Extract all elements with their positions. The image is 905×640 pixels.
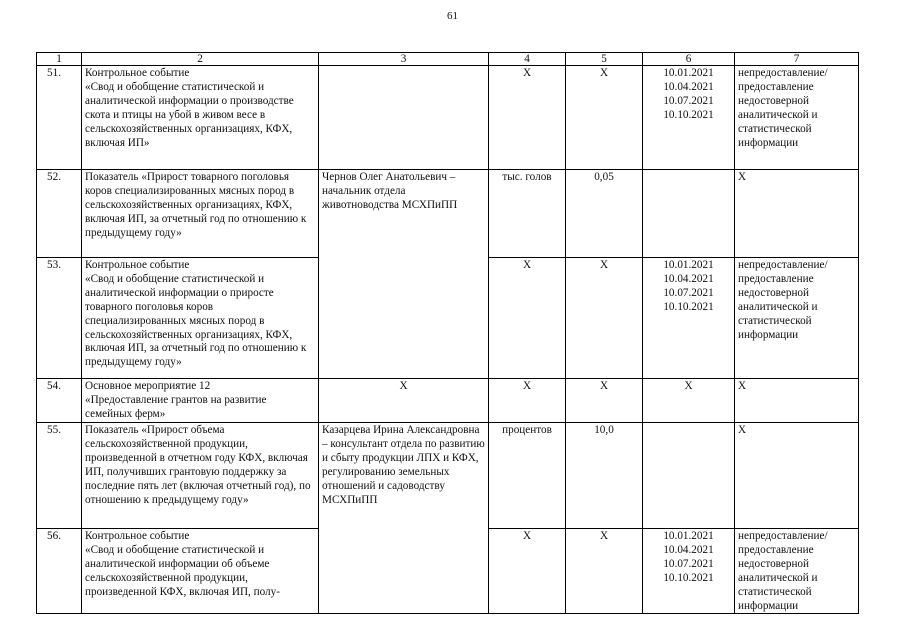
row-risk: Х — [735, 170, 859, 258]
row-number: 53. — [37, 258, 82, 379]
row-value: 10,0 — [566, 423, 643, 529]
header-cell: 2 — [82, 53, 319, 66]
row-unit: Х — [489, 66, 566, 170]
row-risk: непредоставление/ предоставление недостоверной аналитической и статистической информации — [735, 66, 859, 170]
row-dates — [643, 423, 735, 529]
row-unit: Х — [489, 529, 566, 614]
table-row — [37, 423, 859, 529]
row-responsible: Чернов Олег Анатольевич – начальник отдела животноводства МСХПиПП — [319, 170, 489, 379]
table-row — [37, 379, 859, 423]
row-description: Показатель «Прирост товарного поголовья коров специализированных мясных пород в сельскохозяйственных организациях, КФХ, включая ИП, за отчетный год по отношению к предыдущему году» — [82, 170, 319, 258]
page-number: 61 — [447, 10, 458, 22]
row-dates: 10.01.2021 10.04.2021 10.07.2021 10.10.2021 — [643, 66, 735, 170]
row-dates: 10.01.2021 10.04.2021 10.07.2021 10.10.2021 — [643, 529, 735, 614]
row-number: 54. — [37, 379, 82, 423]
row-value: Х — [566, 529, 643, 614]
row-risk: Х — [735, 423, 859, 529]
row-value: Х — [566, 379, 643, 423]
row-risk: непредоставление/ предоставление недостоверной аналитической и статистической информации — [735, 258, 859, 379]
row-description: Контрольное событие «Свод и обобщение статистической и аналитической информации о производстве скота и птицы на убой в живом весе в сельскохозяйственных организациях, КФХ, включая ИП» — [82, 66, 319, 170]
row-risk: непредоставление/ предоставление недостоверной аналитической и статистической информации — [735, 529, 859, 614]
row-unit: тыс. голов — [489, 170, 566, 258]
row-value: Х — [566, 258, 643, 379]
table-row — [37, 66, 859, 170]
row-dates — [643, 170, 735, 258]
row-description: Контрольное событие «Свод и обобщение статистической и аналитической информации об объеме сельскохозяйственной продукции, произведенной КФХ, включая ИП, полу- — [82, 529, 319, 614]
row-responsible: Казарцева Ирина Александровна – консультант отдела по развитию и сбыту продукции ЛПХ и КФХ, регулированию земельных отношений и садоводству МСХПиПП — [319, 423, 489, 614]
header-cell: 1 — [37, 53, 82, 66]
row-risk: Х — [735, 379, 859, 423]
row-description: Показатель «Прирост объема сельскохозяйственной продукции, произведенной в отчетном году КФХ, включая ИП, получивших грантовую поддержку за последние пять лет (включая отчетный год), по отношению к предыдущему году» — [82, 423, 319, 529]
row-number: 56. — [37, 529, 82, 614]
row-number: 51. — [37, 66, 82, 170]
row-number: 55. — [37, 423, 82, 529]
row-dates: 10.01.2021 10.04.2021 10.07.2021 10.10.2021 — [643, 258, 735, 379]
plan-table — [36, 52, 859, 614]
row-number: 52. — [37, 170, 82, 258]
row-responsible: Х — [319, 379, 489, 423]
row-dates: Х — [643, 379, 735, 423]
row-responsible — [319, 66, 489, 170]
row-value: Х — [566, 66, 643, 170]
header-cell: 3 — [319, 53, 489, 66]
row-description: Основное мероприятие 12 «Предоставление грантов на развитие семейных ферм» — [82, 379, 319, 423]
row-unit: Х — [489, 258, 566, 379]
table-row — [37, 170, 859, 258]
row-unit: процентов — [489, 423, 566, 529]
header-cell: 5 — [566, 53, 643, 66]
header-cell: 4 — [489, 53, 566, 66]
row-unit: Х — [489, 379, 566, 423]
table-header-row — [37, 53, 859, 66]
row-description: Контрольное событие «Свод и обобщение статистической и аналитической информации о приросте товарного поголовья коров специализированных мясных пород в сельскохозяйственных организациях, КФХ, включая ИП, за отчетный год по отношению к предыдущему году» — [82, 258, 319, 379]
header-cell: 7 — [735, 53, 859, 66]
header-cell: 6 — [643, 53, 735, 66]
row-value: 0,05 — [566, 170, 643, 258]
